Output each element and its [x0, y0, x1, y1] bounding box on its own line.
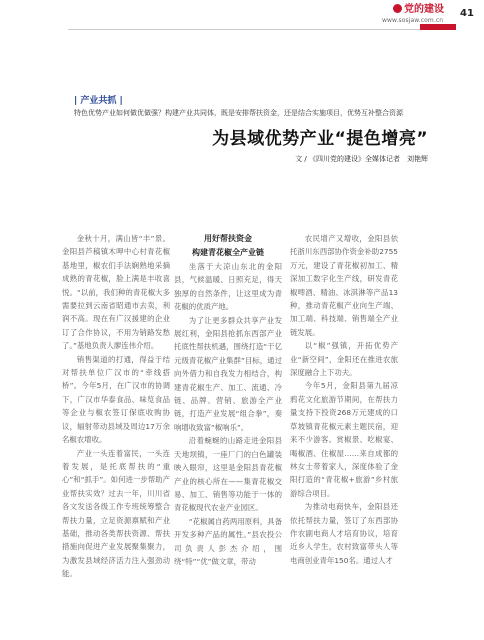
article-dek: 特色优势产业如何做优做强？构建产业共同体，既是安排帮扶资金，还是结合实施项目，优势互补整合资源 [74, 109, 403, 117]
masthead-logo [388, 4, 444, 16]
article-byline: 文 / 《四川党的建设》全媒体记者 刘艳辉 [295, 155, 428, 163]
paragraph: 为了让更多群众共享产业发展红利，金阳县抢抓东西部产业托底性帮扶机遇，围绕打造“干亿元级青花椒产业集群”目标，通过向外借力和自我发力相结合，构建青花椒生产、加工、流通、冷链、品牌、营销、旅游全产业链，打造产业发展“组合拳”，奏响增收致富“椒响乐”。 [174, 315, 282, 432]
paragraph: 金秋十月，满山皆“丰”景。金阳县芦稿镇木呷中心村青花椒基地里，椒农们手法娴熟地采摘成熟的青花椒，脸上满是丰收喜悦。“以前，我们种的青花椒大多需要拉到云南省昭通市去卖，利润不高。现在有广汉援建的企业订了合作协议，不用为销路发愁了。”基地负责人廖连伟介绍。 [62, 234, 170, 351]
text-column-2 [174, 232, 282, 568]
paragraph: 产业一头连着富民，一头连着发展，是托底帮扶的“重心”和“抓手”。如何进一步帮助产业帮扶实效？过去一年，川川省各文发送各级工作专班统筹整合帮扶力量，立足资源禀赋和产业基础，推动各类帮扶资源、帮扶措施向促进产业发展聚集聚力，为激发县域经济活力注入强劲动能。 [62, 448, 170, 579]
text-column-1 [62, 232, 170, 581]
party-emblem-icon [393, 4, 402, 13]
header-rule [68, 29, 456, 30]
paragraph: 沿着蜿蜒的山路走进金阳县天地坝镇，一座厂门的白色罐装映入眼帘，这里是金阳县青花椒产业的核心所在——集青花椒交易、加工、销售等功能于一体的青花椒现代农业产业园区。 [174, 436, 282, 513]
paragraph: 销售渠道的打通，得益于结对帮扶单位广汉市的“牵线搭桥”。今年5月，在广汉市的协调下，广汉市华泰食品、味览食品等企业与椒农签订保底收购协议，辐射带动县域及周边17万余名椒农增收。 [62, 354, 170, 445]
text-column-3 [290, 232, 398, 567]
section-subhead-line-2: 构建青花椒全产业链 [192, 248, 264, 257]
website: www.sosjaw.com.cn [382, 17, 444, 24]
section-subhead-line-1: 用好帮扶资金 [204, 234, 252, 243]
paragraph: 以“椒”强镇，开拓优势产业“新空间”，金阳还在推进农旅深度融合上下功夫。 [290, 341, 398, 378]
paragraph: “花椒属自药两用原料，具备开发多种产品的属性。”县农投公司负责人彭杰介绍，围绕“特”“优”做文章，带动 [174, 516, 282, 566]
paragraph: 今年5月，金阳县第九届凉鸦花文化旅游节期间，在帮扶力量支持下投资268万元建成的口草坡镇青花椒元素主题民宿，迎来不少游客。赏椒景、吃椒宴、喝椒酒、住椒屋……来自成都的林女士带着家人，深度体验了金阳打造的“青花椒+旅游”乡村旅游综合项目。 [290, 381, 398, 498]
header-accent-bar [420, 24, 456, 30]
logo-text: 党的建设 [404, 4, 444, 15]
article-headline: 为县域优势产业“提色增亮” [212, 129, 428, 149]
paragraph: 农民增产又增收，金阳县依托浙川东西部协作资金补助2755万元，建设了青花椒初加工、精深加工数字化生产线，研发青花椒啤酒、精油、冰淇淋等产品13种，推动青花椒产业向生产端、加工端、科技端、销售端全产业链发展。 [290, 234, 398, 337]
paragraph: 为推动电商快车，金阳县还依托帮扶力量，签订了东西部协作农副电商人才培育协议，培育近乡人学生，农村致富带头人等电商创业青年150名。通过人才 [290, 502, 398, 565]
paragraph: 坐落于大凉山东北的金阳县，气候温暖、日照充足，得天独厚的自然条件，让这里成为青花椒的优质产地。 [174, 262, 282, 312]
page-number: 41 [460, 8, 474, 19]
column-tag: | 产业共抓 | [74, 96, 123, 106]
